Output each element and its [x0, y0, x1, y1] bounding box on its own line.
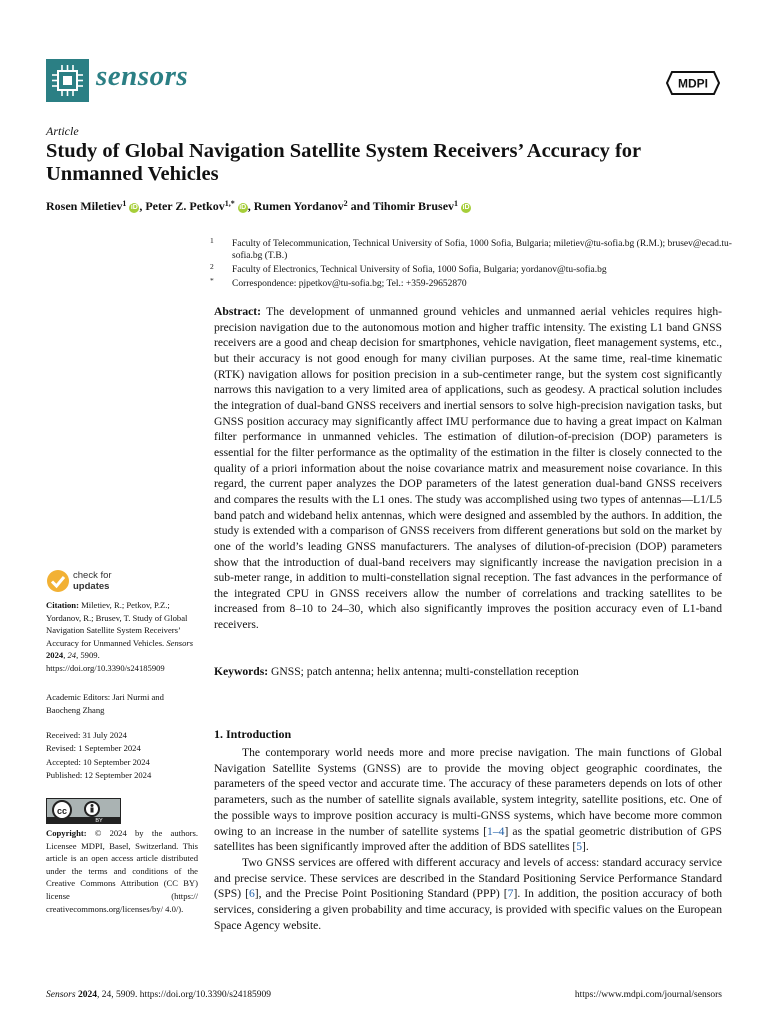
chip-icon [46, 59, 89, 102]
author-name[interactable]: Rosen Miletiev [46, 199, 123, 213]
orcid-icon[interactable]: iD [462, 204, 470, 211]
journal-url[interactable]: https://www.mdpi.com/journal/sensors [574, 990, 722, 1000]
journal-logo [46, 59, 89, 102]
mdpi-logo-text: MDPI [678, 76, 708, 91]
paragraph: Two GNSS services are offered with different accuracy and levels of access: standard accuracy service and precise service. These services are described in the Standard Positioning Service Performance Standard (SPS) [6], and the Precise Point Positioning Standard (PPP) [7]. In addition, the position accuracy of both services, considering a given probability and time accuracy, is provided with specific values on the European Space Agency website. [214, 855, 722, 932]
introduction-body [214, 745, 722, 933]
check-for-updates-button[interactable]: check for updates [46, 569, 166, 595]
footer-citation: Sensors 2024, 24, 5909. https://doi.org/10.3390/s24185909 [46, 990, 271, 1000]
section-heading: 1. Introduction [214, 727, 292, 741]
paragraph: The contemporary world needs more and more precise navigation. The main functions of Global Navigation Satellite Systems (GNSS) are to provide the moving object geographic coordinates, the parameters of the speed vector and accurate time. The accuracy of these parameters depends on lots of other parameters, such as the number of satellite signals available, system integrity, satellite positions, etc. One of the possible ways to improve position accuracy is multi-GNSS systems, which have become more common owing to an increase in the number of satellite systems [1–4] as the spatial geometric distribution of GPS satellites has been significantly improved after the addition of BDS satellites [5]. [214, 746, 722, 854]
keywords: Keywords: GNSS; patch antenna; helix antenna; multi-constellation reception [214, 665, 579, 678]
cc-by-license-badge[interactable] [46, 798, 121, 824]
author-list: Rosen Miletiev$^1$ iD , Peter Z. Petkov$^{1,*}$ iD , Rumen Yordanov$^2$ and Tihomir Brusev$^1$ iD [46, 199, 470, 213]
abstract-label: Abstract: [214, 305, 262, 318]
citation-link[interactable]: 5 [576, 840, 583, 854]
article-type: Article [46, 124, 79, 138]
academic-editors: Academic Editors: Jari Nurmi and Baocheng Zhang [46, 692, 164, 715]
mdpi-logo [666, 70, 720, 96]
citation-block: Citation: Miletiev, R.; Petkov, P.Z.; Yordanov, R.; Brusev, T. Study of Global Navigation Satellite System Receivers’ Accuracy for Unmanned Vehicles. Sensors 2024, 24, 5909. https://doi.org/10.3390/s24185909 [46, 600, 194, 673]
citation-link[interactable]: 1–4 [487, 824, 505, 838]
check-updates-icon [46, 569, 70, 593]
affiliation: 2 Faculty of Electronics, Technical University of Sofia, 1000 Sofia, Bulgaria; yordanov@tu-sofia.bg [210, 262, 607, 275]
journal-name: sensors [96, 60, 189, 92]
svg-text:cc: cc [56, 806, 68, 816]
svg-text:BY: BY [95, 818, 103, 823]
dates-block: Received: 31 July 2024 Revised: 1 September 2024 Accepted: 10 September 2024 Published: 12 September 2024 [46, 730, 152, 780]
citation-link[interactable]: 6 [248, 887, 255, 901]
creative-commons-icon [47, 799, 120, 823]
author-name[interactable]: Peter Z. Petkov [145, 199, 225, 213]
paper-title: Study of Global Navigation Satellite System Receivers’ Accuracy for Unmanned Vehicles [46, 140, 641, 185]
author-name[interactable]: Tihomir Brusev [372, 199, 455, 213]
correspondence: * Correspondence: pjpetkov@tu-sofia.bg; Tel.: +359-29652870 [210, 276, 467, 289]
copyright-block: Copyright: © 2024 by the authors. Licensee MDPI, Basel, Switzerland. This article is an open access article distributed under the terms and conditions of the Creative Commons Attribution (CC BY) license (https:// creativecommons.org/licenses/by/ 4.0/). [46, 828, 198, 914]
affiliation: 1 Faculty of Telecommunication, Technical University of Sofia, 1000 Sofia, Bulgaria; miletiev@tu-sofia.bg (R.M.); brusev@ecad.tu-sofia.bg (T.B.) [210, 236, 732, 261]
author-name[interactable]: Rumen Yordanov [253, 199, 344, 213]
abstract [214, 304, 722, 633]
abstract-text: The development of unmanned ground vehicles and unmanned aerial vehicles requires high-precision navigation due to the autonomous motion and higher traffic intensity. The existing L1 band GNSS receivers are a good and cheap decision for smartphones, vehicle navigation, fleet management systems, etc., but their accuracy is not good enough for many civilian purposes. At the same time, real-time kinematic (RTK) navigation allows for position precision in a sub-centimeter range, but the system cost significantly narrows this navigation to a very limited area of applications, such as geodesy. A practical solution includes the integration of dual-band GNSS receivers and inertial sensors to solve high-precision navigation tasks, but GNSS position accuracy may significantly affect IMU performance due to having a great impact on Kalman filter performance in unmanned vehicles. The estimation of dilution-of-precision (DOP) parameters is essential for the filter performance as the optimality of the estimation in the filter is closely connected to the quality of a priori information about the noise covariance matrix and measurement noise covariance. In this regard, the current paper analyzes the DOP parameters of the latest generation dual-band GNSS receivers and compares the results with the L1 ones. The study was accomplished using two types of antennas—L1/L5 band patch and wideband helix antennas, which were designed and assembled by the authors. In addition, the study is extended with a comparison of GNSS receivers from different generations but sold on the market by one of the world’s leading GNSS manufacturers. The analyses of dilution-of-precision (DOP) parameters show that the introduction of dual-band receivers may significantly increase the navigation precision in a sub-meter range, in addition to multi-constellation signal reception. The fast advances in the performance of the integrated CPU in GNSS receivers allow the number of correlations and tracking satellites to be increased from 8–10 to 24–30, which also significantly improves the position accuracy even of L1-band receivers. [214, 305, 722, 632]
orcid-icon[interactable]: iD [130, 204, 138, 211]
citation-link[interactable]: 7 [507, 887, 514, 901]
orcid-icon[interactable]: iD [239, 204, 247, 211]
